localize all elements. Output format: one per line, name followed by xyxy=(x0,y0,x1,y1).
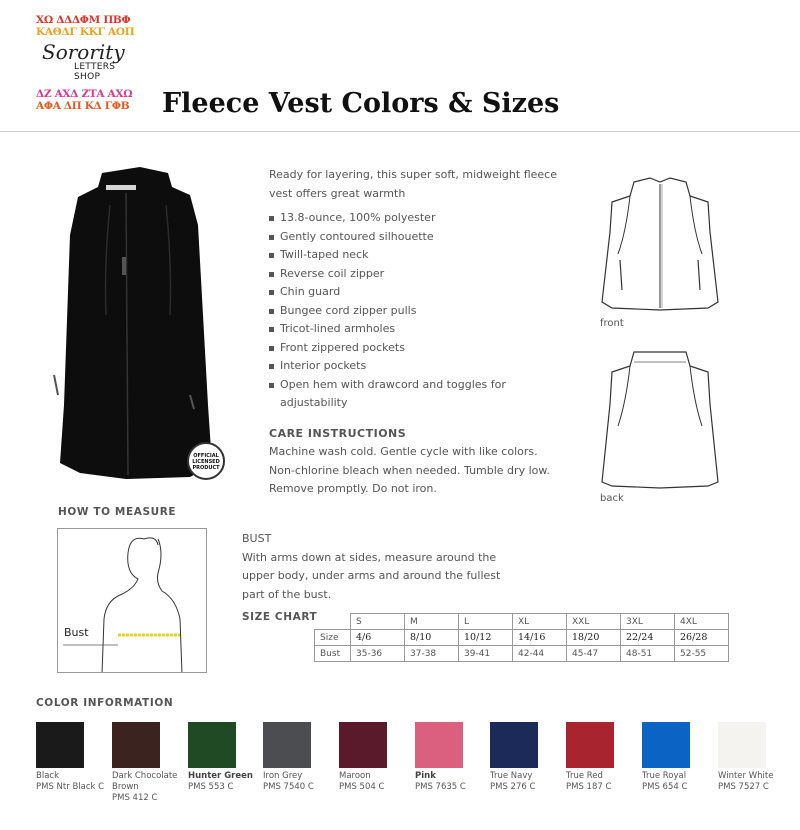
feature-item: Front zippered pockets xyxy=(269,339,559,358)
feature-item: Chin guard xyxy=(269,283,559,302)
table-cell: 45-47 xyxy=(567,646,621,662)
color-swatch-maroon[interactable] xyxy=(339,722,387,768)
table-cell: 14/16 xyxy=(513,630,567,646)
vest-back-sketch xyxy=(590,346,730,496)
table-cell: 22/24 xyxy=(621,630,675,646)
table-cell: 4/6 xyxy=(351,630,405,646)
bust-description: With arms down at sides, measure around the upper body, under arms and around the fullest part of the bust. xyxy=(242,550,501,601)
color-swatch-dark-chocolate-brown[interactable] xyxy=(112,722,160,768)
product-description xyxy=(269,166,559,499)
color-label-winter-white: Winter White PMS 7527 C xyxy=(718,771,774,792)
table-corner xyxy=(315,614,351,630)
color-swatch-winter-white[interactable] xyxy=(718,722,766,768)
logo-greek-line-2: ΚΑΘΔΓ ΚΚΓ ΑΟΠ xyxy=(36,26,135,38)
header-cell: S xyxy=(351,614,405,630)
table-cell: 26/28 xyxy=(675,630,729,646)
table-cell: 39-41 xyxy=(459,646,513,662)
table-cell: 8/10 xyxy=(405,630,459,646)
color-label-pink: Pink PMS 7635 C xyxy=(415,771,466,792)
header-cell: XL xyxy=(513,614,567,630)
table-cell: 48-51 xyxy=(621,646,675,662)
feature-item: Interior pockets xyxy=(269,357,559,376)
feature-item: Reverse coil zipper xyxy=(269,265,559,284)
body-outline-figure xyxy=(58,529,207,673)
table-row xyxy=(315,630,729,646)
bust-figure-label: Bust xyxy=(64,626,89,639)
official-licensed-badge: OFFICIAL LICENSED PRODUCT xyxy=(187,442,225,480)
feature-list xyxy=(269,209,559,413)
size-chart-heading: SIZE CHART xyxy=(242,611,318,623)
color-swatch-true-red[interactable] xyxy=(566,722,614,768)
care-heading: CARE INSTRUCTIONS xyxy=(269,426,407,440)
feature-item: Tricot-lined armholes xyxy=(269,320,559,339)
color-swatch-pink[interactable] xyxy=(415,722,463,768)
table-cell: 18/20 xyxy=(567,630,621,646)
color-label-black: Black PMS Ntr Black C xyxy=(36,771,105,792)
logo-greek-line-1: ΧΩ ΔΔΔΦΜ ΠΒΦ xyxy=(36,14,131,26)
brand-logo[interactable] xyxy=(36,14,144,124)
color-label-true-navy: True Navy PMS 276 C xyxy=(490,771,536,792)
row-label: Bust xyxy=(315,646,351,662)
size-chart-table xyxy=(314,613,729,662)
table-cell: 52-55 xyxy=(675,646,729,662)
color-swatch-iron-grey[interactable] xyxy=(263,722,311,768)
intro-text: Ready for layering, this super soft, midweight fleece vest offers great warmth xyxy=(269,168,557,200)
bust-heading: BUST xyxy=(242,532,272,545)
color-label-hunter-green: Hunter Green PMS 553 C xyxy=(188,771,253,792)
color-info-heading: COLOR INFORMATION xyxy=(36,697,174,709)
color-label-dark-chocolate-brown: Dark Chocolate Brown PMS 412 C xyxy=(112,771,178,803)
feature-item: Twill-taped neck xyxy=(269,246,559,265)
header-divider xyxy=(0,131,800,132)
logo-greek-line-4: ΑΦΑ ΔΠ ΚΔ ΓΦΒ xyxy=(36,100,130,112)
logo-script: Sorority xyxy=(42,40,125,64)
table-cell: 35-36 xyxy=(351,646,405,662)
header-cell: M xyxy=(405,614,459,630)
color-label-true-royal: True Royal PMS 654 C xyxy=(642,771,688,792)
row-label: Size xyxy=(315,630,351,646)
how-to-measure-heading: HOW TO MEASURE xyxy=(58,506,177,518)
feature-item: 13.8-ounce, 100% polyester xyxy=(269,209,559,228)
feature-item: Open hem with drawcord and toggles for adjustability xyxy=(269,376,559,413)
color-swatch-true-navy[interactable] xyxy=(490,722,538,768)
logo-shop-text: LETTERS SHOP xyxy=(74,62,116,82)
color-label-maroon: Maroon PMS 504 C xyxy=(339,771,385,792)
color-swatch-black[interactable] xyxy=(36,722,84,768)
measure-figure xyxy=(57,528,207,673)
table-cell: 37-38 xyxy=(405,646,459,662)
color-label-true-red: True Red PMS 187 C xyxy=(566,771,612,792)
vest-front-sketch xyxy=(590,172,730,322)
feature-item: Bungee cord zipper pulls xyxy=(269,302,559,321)
page-title: Fleece Vest Colors & Sizes xyxy=(162,88,560,119)
front-label: front xyxy=(600,318,624,329)
header-cell: XXL xyxy=(567,614,621,630)
color-swatch-true-royal[interactable] xyxy=(642,722,690,768)
feature-item: Gently contoured silhouette xyxy=(269,228,559,247)
bust-instructions xyxy=(242,530,502,604)
table-cell: 10/12 xyxy=(459,630,513,646)
color-swatch-hunter-green[interactable] xyxy=(188,722,236,768)
table-cell: 42-44 xyxy=(513,646,567,662)
back-label: back xyxy=(600,493,624,504)
size-header-row xyxy=(315,614,729,630)
table-row xyxy=(315,646,729,662)
color-label-iron-grey: Iron Grey PMS 7540 C xyxy=(263,771,314,792)
header-cell: L xyxy=(459,614,513,630)
header-cell: 3XL xyxy=(621,614,675,630)
logo-greek-line-3: ΔΖ ΑΧΔ ΖΤΑ ΑΧΩ xyxy=(36,88,133,100)
care-text: Machine wash cold. Gentle cycle with like colors. Non-chlorine bleach when needed. Tumble dry low. Remove promptly. Do not iron. xyxy=(269,445,550,495)
header-cell: 4XL xyxy=(675,614,729,630)
